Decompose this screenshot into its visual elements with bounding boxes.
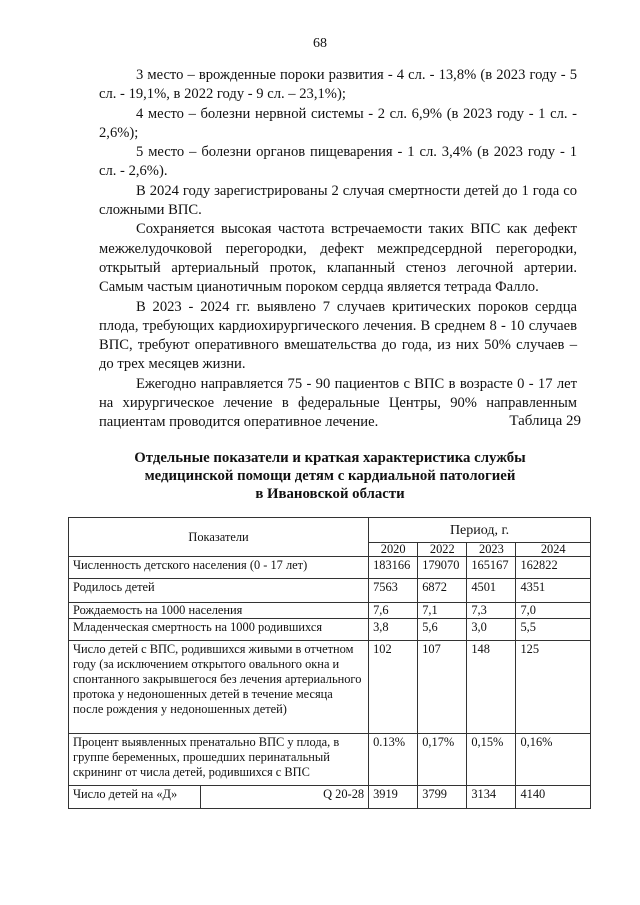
- row-code: Q 20-28: [200, 786, 368, 809]
- cell-value: 0,16%: [516, 734, 591, 786]
- row-label: Численность детского населения (0 - 17 лет): [69, 557, 369, 579]
- paragraph: В 2024 году зарегистрированы 2 случая смертности детей до 1 года со сложными ВПС.: [99, 182, 577, 219]
- paragraph: 4 место – болезни нервной системы - 2 сл. 6,9% (в 2023 году - 1 сл. - 2,6%);: [99, 105, 577, 141]
- table-row: [69, 734, 591, 786]
- row-label: Рождаемость на 1000 населения: [69, 603, 369, 619]
- paragraph: Сохраняется высокая частота встречаемости таких ВПС как дефект межжелудочковой перегородки, дефект межпредсердной перегородки, открытый артериальный проток, клапанный стеноз легочной артерии. Самым частым цианотичным пороком сердца является тетрада Фалло.: [99, 221, 577, 296]
- cell-value: 5,5: [516, 619, 591, 641]
- table-row: [69, 557, 591, 579]
- cell-value: 183166: [369, 557, 418, 579]
- cell-value: 179070: [418, 557, 467, 579]
- paragraph: 5 место – болезни органов пищеварения - 1 сл. 3,4% (в 2023 году - 1 сл. - 2,6%).: [99, 144, 577, 180]
- cell-value: 3,8: [369, 619, 418, 641]
- cell-value: 4140: [516, 786, 591, 809]
- cell-value: 3134: [467, 786, 516, 809]
- cell-value: 7,0: [516, 603, 591, 619]
- cell-value: 7,3: [467, 603, 516, 619]
- cell-value: 162822: [516, 557, 591, 579]
- header-period: Период, г.: [369, 518, 591, 543]
- table-title: [0, 449, 640, 503]
- paragraph: В 2023 - 2024 гг. выявлено 7 случаев критических пороков сердца плода, требующих кардиохирургического лечения. В среднем 8 - 10 случаев ВПС, требуют оперативного вмешательства до года, из них 50% случаев – до трех месяцев жизни.: [99, 298, 577, 373]
- cell-value: 3919: [369, 786, 418, 809]
- header-year: 2023: [467, 543, 516, 557]
- table-title-line: в Ивановской области: [255, 486, 405, 502]
- cell-value: 5,6: [418, 619, 467, 641]
- cell-value: 3,0: [467, 619, 516, 641]
- cell-value: 102: [369, 641, 418, 734]
- cell-value: 6872: [418, 579, 467, 603]
- page-number: 68: [313, 36, 327, 51]
- row-label: Процент выявленных пренатально ВПС у плода, в группе беременных, прошедших перинатальный скрининг от числа детей, родившихся с ВПС: [69, 734, 369, 786]
- cell-value: 148: [467, 641, 516, 734]
- table-row: [69, 786, 591, 809]
- cell-value: 0,15%: [467, 734, 516, 786]
- cell-value: 4501: [467, 579, 516, 603]
- header-indicators: Показатели: [69, 518, 369, 557]
- cell-value: 7563: [369, 579, 418, 603]
- table-header-row: [69, 518, 591, 543]
- paragraph: Ежегодно направляется 75 - 90 пациентов с ВПС в возрасте 0 - 17 лет на хирургическое лечение в федеральные Центры, 90% направленным пациентам проводится оперативное лечение.: [99, 375, 577, 431]
- cell-value: 7,1: [418, 603, 467, 619]
- header-year: 2022: [418, 543, 467, 557]
- body-text: [99, 66, 577, 433]
- cell-value: 0.13%: [369, 734, 418, 786]
- table-title-line: медицинской помощи детям с кардиальной патологией: [144, 468, 516, 484]
- cell-value: 7,6: [369, 603, 418, 619]
- cell-value: 4351: [516, 579, 591, 603]
- table-row: [69, 579, 591, 603]
- table-row: [69, 619, 591, 641]
- row-label: Число детей на «Д»: [69, 786, 201, 809]
- table-row: [69, 641, 591, 734]
- header-year: 2024: [516, 543, 591, 557]
- table-label: Таблица 29: [509, 413, 581, 429]
- cell-value: 3799: [418, 786, 467, 809]
- row-label: Число детей с ВПС, родившихся живыми в отчетном году (за исключением открытого овального окна и спонтанного закрывшегося без лечения артериального протока у недоношенных детей в течение месяца после рождения у недоношенных детей): [69, 641, 369, 734]
- indicators-table: [68, 517, 591, 809]
- cell-value: 125: [516, 641, 591, 734]
- row-label: Родилось детей: [69, 579, 369, 603]
- cell-value: 107: [418, 641, 467, 734]
- table-title-line: Отдельные показатели и краткая характеристика службы: [134, 450, 526, 466]
- header-year: 2020: [369, 543, 418, 557]
- cell-value: 165167: [467, 557, 516, 579]
- row-label: Младенческая смертность на 1000 родившихся: [69, 619, 369, 641]
- paragraph: 3 место – врожденные пороки развития - 4 сл. - 13,8% (в 2023 году - 5 сл. - 19,1%, в 2022 году - 9 сл. – 23,1%);: [99, 67, 577, 103]
- cell-value: 0,17%: [418, 734, 467, 786]
- table-row: [69, 603, 591, 619]
